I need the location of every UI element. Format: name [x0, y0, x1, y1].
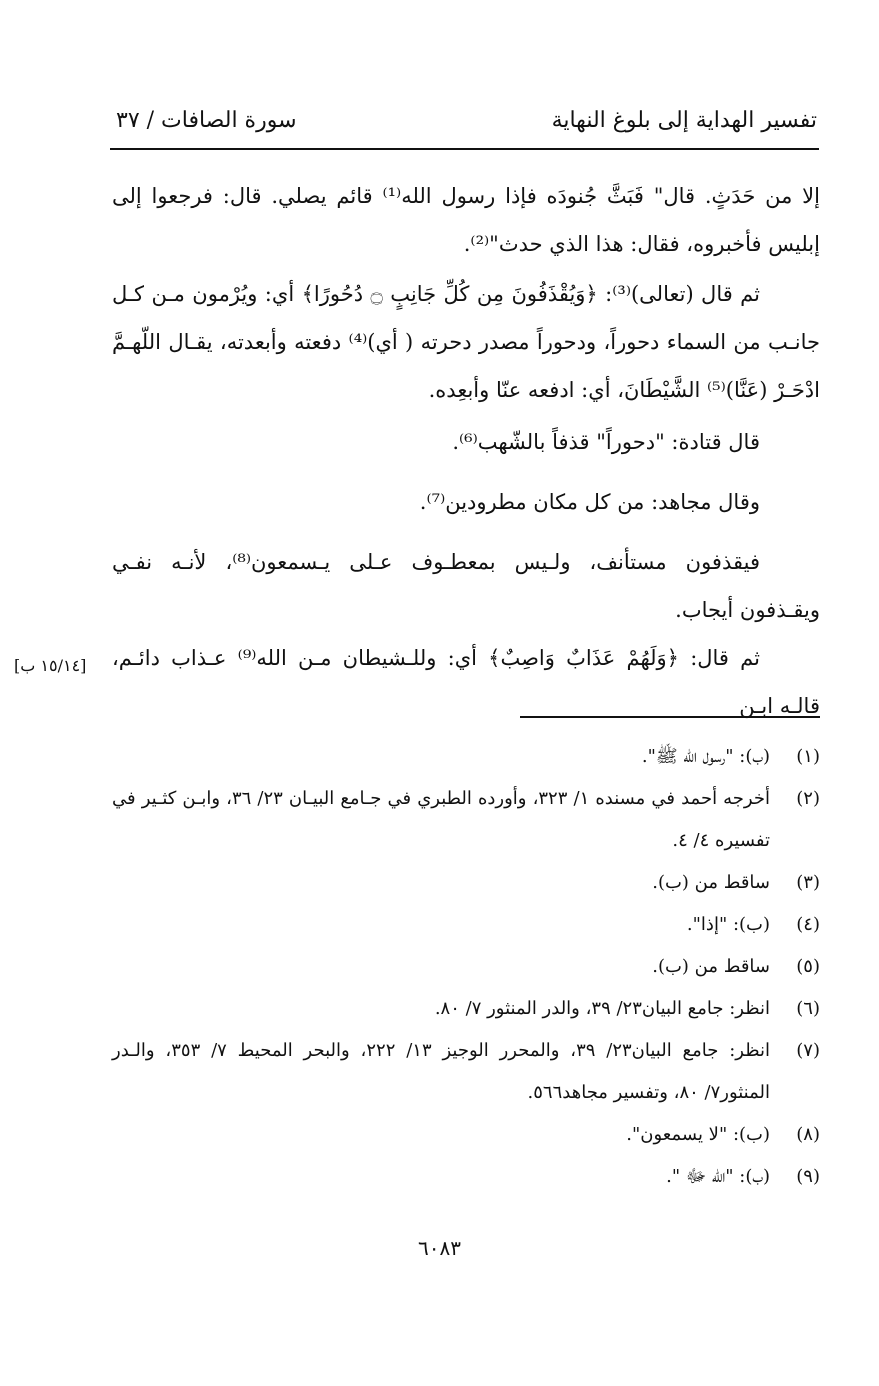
- footnote: [112, 862, 820, 904]
- paragraph-1: إلا من حَدَثٍ. قال" فَبَثَّ جُنودَه فإذا رسول الله⁽¹⁾ قائم يصلي. قال: فرجعوا إلى إبليس فأخبروه، فقال: هذا الذي حدث"⁽²⁾.: [112, 184, 820, 256]
- footnote-number: (٢): [796, 788, 820, 809]
- paragraph-3: قال قتادة: "دحوراً" قذفاً بالشّهب⁽⁶⁾.: [452, 430, 760, 454]
- footnote: [112, 1156, 820, 1198]
- footnote-text: (ب): "إذا".: [686, 914, 770, 935]
- footnote: [112, 946, 820, 988]
- footnote-text: ساقط من (ب).: [652, 956, 770, 977]
- footnote: [112, 736, 820, 778]
- footnote: [112, 1114, 820, 1156]
- footnote: [112, 904, 820, 946]
- paragraph-5: فيقذفون مستأنف، ولـيس بمعطـوف عـلى يـسمعون⁽⁸⁾، لأنـه نفـي ويقـذفون أيجاب.: [112, 550, 820, 622]
- footnote-text: انظر: جامع البيان٢٣/ ٣٩، والمحرر الوجيز ١٣/ ٢٢٢، والبحر المحيط ٧/ ٣٥٣، والـدر المنثور٧/ ٨٠، وتفسير مجاهد٥٦٦.: [112, 1040, 770, 1103]
- footnote: [112, 988, 820, 1030]
- footnote-text: ساقط من (ب).: [652, 872, 770, 893]
- footnote-number: (٨): [796, 1124, 820, 1145]
- footnote-text: (ب): "لا يسمعون".: [626, 1124, 770, 1145]
- paragraph-4: وقال مجاهد: من كل مكان مطرودين⁽⁷⁾.: [419, 490, 760, 514]
- footnote-number: (٤): [796, 914, 820, 935]
- footnote-number: (٦): [796, 998, 820, 1019]
- footnote: [112, 778, 820, 862]
- footnote-text: (ب): "رسول الله ﷺ".: [641, 746, 770, 767]
- running-header-surah: سورة الصافات / ٣٧: [116, 108, 297, 133]
- footnote-number: (٧): [796, 1040, 820, 1061]
- header-divider: [110, 148, 819, 150]
- footnote-number: (٥): [796, 956, 820, 977]
- footnote-number: (٩): [796, 1166, 820, 1187]
- paragraph-6: ثم قال: ﴿وَلَهُمْ عَذَابٌ وَاصِبٌ﴾ أي: وللـشيطان مـن الله⁽⁹⁾ عـذاب دائـم، قالـه ابـن: [112, 646, 820, 718]
- footnote: [112, 1030, 820, 1114]
- paragraph-2: ثم قال (تعالى)⁽³⁾: ﴿وَيُقْذَفُونَ مِن كُلِّ جَانِبٍ ۝ دُحُورًا﴾ أي: ويُرْمون مـن كـل جانـب من السماء دحوراً، ودحوراً مصدر دحرته ( أي)⁽⁴⁾ دفعته وأبعدته، يقـال اللّهـمَّ ادْحَـرْ (عَنَّا)⁽⁵⁾ الشَّيْطَانَ، أي: ادفعه عنّا وأبعِده.: [112, 282, 820, 402]
- footnotes-list: [112, 736, 820, 1198]
- footnote-text: (ب): "الله ﷻ ".: [666, 1166, 770, 1187]
- footnote-number: (١): [796, 746, 820, 767]
- page-number: ٦٠٨٣: [418, 1236, 461, 1260]
- manuscript-folio-note: [١٥/١٤ ب]: [14, 656, 87, 675]
- footnote-divider: [520, 716, 820, 718]
- footnote-text: أخرجه أحمد في مسنده ١/ ٣٢٣، وأورده الطبري في جـامع البيـان ٢٣/ ٣٦، وابـن كثـير في تفسيره ٤/ ٤.: [112, 788, 770, 851]
- running-header-title: تفسير الهداية إلى بلوغ النهاية: [551, 108, 817, 133]
- footnote-number: (٣): [796, 872, 820, 893]
- footnote-text: انظر: جامع البيان٢٣/ ٣٩، والدر المنثور ٧/ ٨٠.: [434, 998, 770, 1019]
